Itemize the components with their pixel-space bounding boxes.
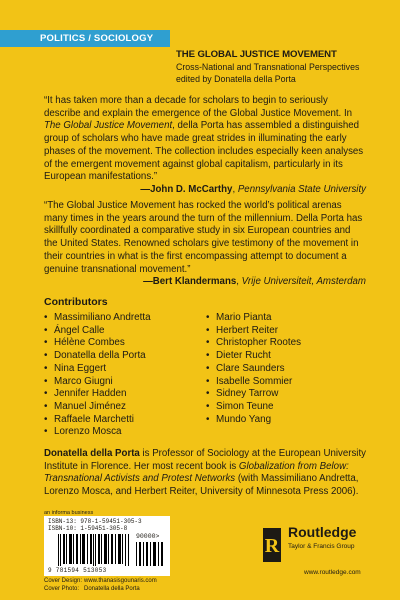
barcode-bars	[58, 534, 130, 566]
isbn-13: ISBN-13: 978-1-59451-305-3	[48, 518, 142, 525]
barcode-addon-number: 90000>	[136, 533, 160, 540]
book-title: THE GLOBAL JUSTICE MOVEMENT	[176, 49, 337, 60]
contributors-heading: Contributors	[44, 296, 108, 308]
contributor-item: • Dieter Rucht	[206, 350, 301, 363]
publisher-block	[262, 524, 392, 584]
contributor-item: • Manuel Jiménez	[44, 401, 151, 414]
quote-affiliation: Vrije Universiteit, Amsterdam	[241, 276, 366, 288]
contributor-item: • Lorenzo Mosca	[44, 426, 151, 439]
credit-label: Cover Design:	[44, 578, 83, 584]
category-banner: POLITICS / SOCIOLOGY	[0, 30, 170, 47]
publisher-group: Taylor & Francis Group	[288, 543, 355, 550]
routledge-logo-icon	[262, 528, 282, 562]
contributor-item: • Ángel Calle	[44, 325, 151, 338]
quote-text	[44, 95, 366, 184]
contributor-item: • Marco Giugni	[44, 376, 151, 389]
isbn-10: ISBN-10: 1-59451-305-8	[48, 525, 128, 532]
contributor-item: • Nina Eggert	[44, 363, 151, 376]
contributor-item: • Simon Teune	[206, 401, 301, 414]
contributor-item: • Christopher Rootes	[206, 337, 301, 350]
bio-name: Donatella della Porta	[44, 448, 140, 459]
svg-text:R: R	[264, 535, 280, 557]
credit-label: Cover Photo:	[44, 585, 80, 592]
quote-author: —John D. McCarthy	[140, 183, 233, 195]
credit-value: Donatella della Porta	[84, 585, 140, 592]
credit-line	[44, 578, 157, 586]
editor-bio	[44, 448, 370, 498]
publisher-name: Routledge	[288, 524, 357, 540]
credit-line	[44, 586, 157, 594]
title-block	[176, 49, 391, 85]
addon-barcode-bars	[136, 542, 164, 566]
contributor-item: • Clare Saunders	[206, 363, 301, 376]
contributor-item: • Raffaele Marchetti	[44, 414, 151, 427]
contributor-item: • Donatella della Porta	[44, 350, 151, 363]
quote-text-part: “It has taken more than a decade for scholars to begin to seriously describe and explain the emergence of the Global Justice Movement. In	[44, 95, 353, 119]
endorsement-quote	[44, 95, 366, 197]
contributor-item: • Sidney Tarrow	[206, 388, 301, 401]
quote-attribution: —Bert Klandermans, Vrije Universiteit, Amsterdam	[143, 276, 366, 288]
contributor-item: • Massimiliano Andretta	[44, 312, 151, 325]
quote-affiliation: Pennsylvania State University	[237, 183, 366, 195]
editor-line: edited by Donatella della Porta	[176, 74, 296, 84]
informa-tagline: an informa business	[44, 510, 94, 516]
isbn-barcode	[44, 516, 170, 576]
book-subtitle: Cross-National and Transnational Perspectives	[176, 62, 360, 72]
isbn-text	[48, 518, 142, 532]
quote-text-part: , della Porta has assembled a distinguished group of scholars who have made great strides in illuminating the early phases of the movement. The collection includes especially keen analyses of the emergent movement against global capitalism, particularly in its European manifestations.”	[44, 120, 364, 183]
quote-author: —Bert Klandermans	[143, 276, 237, 288]
bio-text: is Professor of Sociology at the European University Institute in Florence. Her most recent book is	[44, 448, 366, 472]
contributor-item: • Mundo Yang	[206, 414, 301, 427]
quote-attribution: —John D. McCarthy, Pennsylvania State University	[140, 183, 366, 195]
quote-text: “The Global Justice Movement has rocked the world’s political arenas many times in the years around the turn of the millennium. Della Porta has skillfully coordinated a comparative study in six European countries and the United States. Renowned scholars give testimony of the movement in their countries in what is the first encompassing attempt to document a genuine transnational movement.”	[44, 200, 363, 275]
publisher-url: www.routledge.com	[304, 569, 361, 576]
credit-value: www.thanasisgounaris.com	[84, 578, 157, 584]
quote-book-title: The Global Justice Movement	[44, 120, 173, 132]
bio-book-title: Globalization from Below: Transnational Activists and Protest Networks	[44, 460, 349, 485]
contributor-item: • Isabelle Sommier	[206, 376, 301, 389]
bio-text: (with Massimiliano Andretta, Lorenzo Mosca, and Herbert Reiter, University of Minnesota Press 2006).	[44, 473, 359, 497]
cover-credits	[44, 578, 157, 593]
contributors-list-right	[206, 312, 301, 426]
contributor-item: • Hélène Combes	[44, 337, 151, 350]
barcode-number: 9 781594 513053	[48, 567, 107, 574]
contributor-item: • Mario Pianta	[206, 312, 301, 325]
contributor-item: • Jennifer Hadden	[44, 388, 151, 401]
endorsement-quote	[44, 200, 366, 289]
contributor-item: • Herbert Reiter	[206, 325, 301, 338]
contributors-list-left	[44, 312, 151, 439]
